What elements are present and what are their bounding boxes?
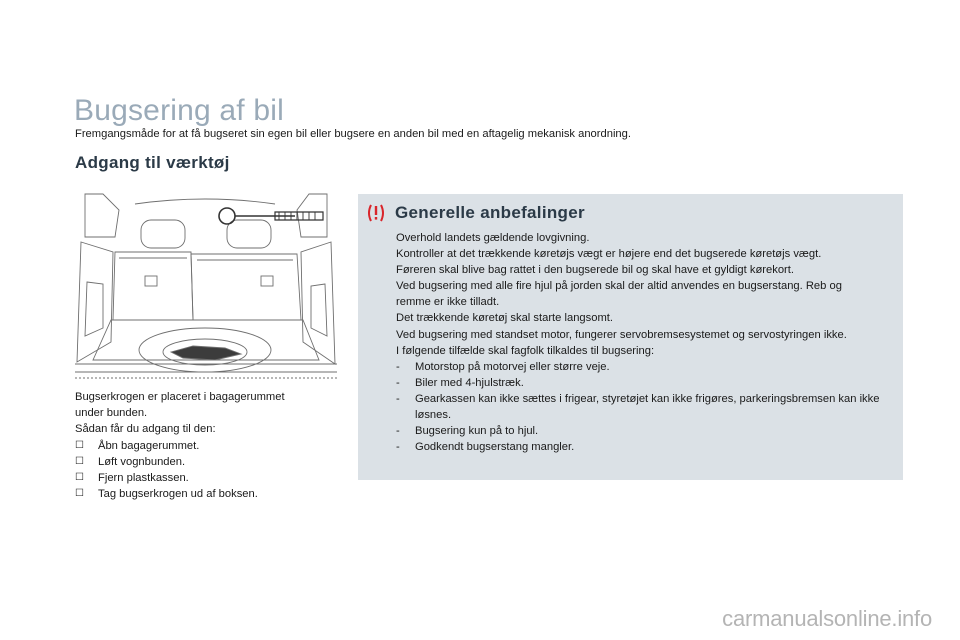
list-item: - Bugsering kun på to hjul. (396, 425, 539, 438)
step-item (75, 454, 345, 470)
checkbox-bullet-icon: ☐ (75, 472, 84, 484)
list-item-text: Gearkassen kan ikke sættes i frigear, styretøjet kan ikke frigøres, parkeringsbremsen kan ikke løsnes. (415, 392, 880, 422)
rec-line: Ved bugsering med standset motor, fungerer servobremsesystemet og servostyringen ikke. (396, 328, 847, 341)
rec-line: Overhold landets gældende lovgivning. (396, 232, 590, 244)
recommendations-heading: Generelle anbefalinger (395, 203, 585, 222)
watermark: carmanualsonline.info (722, 606, 932, 631)
checkbox-bullet-icon: ☐ (75, 455, 84, 467)
warning-icon (367, 204, 385, 222)
recommendations-panel (358, 194, 903, 480)
rec-line: I følgende tilfælde skal fagfolk tilkaldes til bugsering: (396, 344, 655, 357)
list-item-text: Motorstop på motorvej eller større veje. (415, 360, 610, 373)
rec-line: remme er ikke tilladt. (396, 296, 500, 309)
rec-line: Ved bugsering med alle fire hjul på jorden skal der altid anvendes en bugserstang. Reb og (396, 280, 842, 293)
step-item (75, 438, 345, 454)
access-instructions (75, 389, 345, 502)
trunk-illustration (75, 192, 337, 382)
step-text: Løft vognbunden. (98, 455, 186, 468)
rec-line: Føreren skal blive bag rattet i den bugserede bil og skal have et gyldigt kørekort. (396, 264, 794, 277)
rec-line: Kontroller at det trækkende køretøjs vægt er højere end det bugserede køretøjs vægt. (396, 248, 822, 261)
rec-line: Det trækkende køretøj skal starte langsomt. (396, 312, 613, 325)
page-subtitle: Fremgangsmåde for at få bugseret sin egen bil eller bugsere en anden bil med en aftagelig mekanisk anordning. (75, 128, 631, 140)
list-item-text: Godkendt bugserstang mangler. (415, 441, 575, 454)
step-item (75, 470, 345, 486)
checkbox-bullet-icon: ☐ (75, 488, 84, 500)
recommendations-body (396, 230, 896, 455)
list-item-text: Biler med 4-hjulstræk. (415, 376, 524, 389)
list-item: - Gearkassen kan ikke sættes i frigear, styretøjet kan ikke frigøres, parkeringsbremsen kan ikke løsnes. (396, 392, 880, 422)
list-item: - Motorstop på motorvej eller større veje. (396, 360, 610, 373)
step-item (75, 486, 345, 502)
step-text: Fjern plastkassen. (98, 472, 189, 485)
checkbox-bullet-icon: ☐ (75, 439, 84, 451)
step-text: Tag bugserkrogen ud af boksen. (98, 488, 258, 501)
list-item: - Godkendt bugserstang mangler. (396, 441, 575, 454)
list-item: - Biler med 4-hjulstræk. (396, 376, 524, 389)
step-text: Åbn bagagerummet. (98, 439, 200, 452)
intro-line: Bugserkrogen er placeret i bagagerummet (75, 391, 285, 403)
list-item-text: Bugsering kun på to hjul. (415, 425, 539, 438)
intro-line: under bunden. (75, 407, 148, 420)
intro-line: Sådan får du adgang til den: (75, 423, 216, 436)
page-title: Bugsering af bil (74, 94, 284, 127)
access-heading: Adgang til værktøj (75, 153, 230, 172)
